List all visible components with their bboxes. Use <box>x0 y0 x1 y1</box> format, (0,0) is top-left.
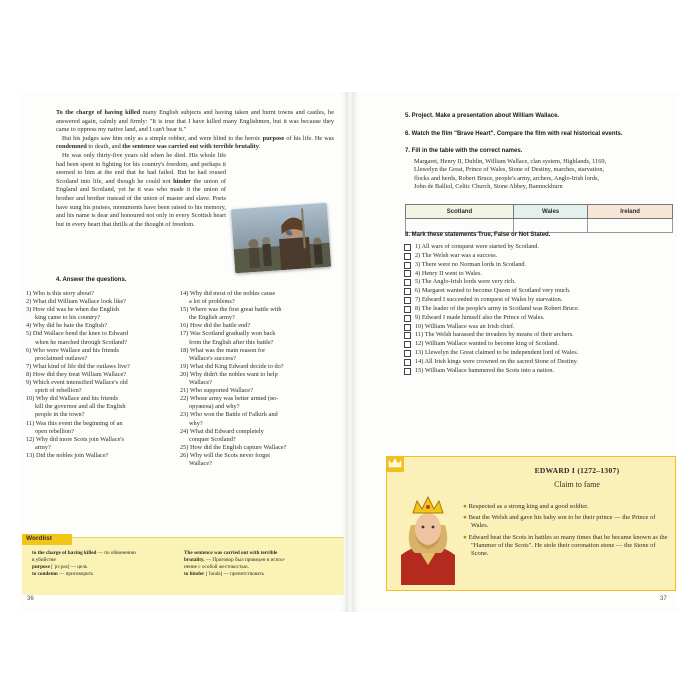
true-false-statements <box>404 243 579 376</box>
question-line: a lot of problems? <box>189 298 235 306</box>
statement-row <box>404 270 579 279</box>
edward-title: EDWARD I (1272–1307) <box>534 466 620 475</box>
question-line: spirit of rebellion? <box>35 387 82 395</box>
edward-bullets <box>463 503 673 561</box>
statement-text: 2) The Welsh war was a success. <box>415 251 498 259</box>
statement-checkbox[interactable] <box>404 359 411 366</box>
question-line: army? <box>35 443 51 451</box>
question-line: 5) Did Wallace bend the knee to Edward <box>26 330 129 338</box>
question-line: 6) Who were Wallace and his friends <box>26 346 119 354</box>
question-line: 23) Who won the Battle of Falkirk and <box>180 411 278 419</box>
exercise-4-title: 4. Answer the questions. <box>56 277 127 283</box>
wordlist-column-2 <box>184 550 285 578</box>
question-line: 11) Was this event the beginning of an <box>26 419 123 427</box>
statement-checkbox[interactable] <box>404 315 411 322</box>
statement-row <box>404 340 579 349</box>
edward-bullet: ● Beat the Welsh and gave his baby son to be their prince — the Prince of Wales. <box>463 514 656 530</box>
wordlist-column-1 <box>32 550 136 578</box>
statement-row <box>404 287 579 296</box>
statement-checkbox[interactable] <box>404 279 411 286</box>
statement-text: 11) The Welsh harassed the invaders by means of their archers. <box>415 331 574 339</box>
story-paragraph-2: But his judges saw him only as a simple robber, and were blind to the heroic purpose of his life. He was condemned to death, and the sentence was carried out with terrible brutality. <box>56 134 334 151</box>
question-line: 3) How old was he when the English <box>26 306 119 314</box>
statement-text: 12) William Wallace wanted to become king of Scotland. <box>415 340 559 348</box>
edward-info-box <box>386 456 676 591</box>
question-line: 13) Did the nobles join Wallace? <box>26 451 109 459</box>
wordlist-box <box>22 537 344 595</box>
statement-text: 3) There were no Norman lords in Scotland. <box>415 260 527 268</box>
statement-row <box>404 243 579 252</box>
statement-text: 9) Edward I made himself also the Prince of Wales. <box>415 313 545 321</box>
wordlist-entry: в убийстве <box>32 557 56 563</box>
exercise-7-word-list: Margaret, Henry II, Dublin, William Wallace, clan system, Highlands, 1169, Llewelyn the Great, Prince of Wales, Stone of Destiny, marches, starvation, flocks and herds, Robert Bruce, people's army, archers, Anglo-Irish lords, John de Balliol, Celtic Church, Stone Abbey, Bannockburn <box>414 158 607 190</box>
wordlist-entry: to the charge of having killed — по обвинению <box>32 550 136 556</box>
question-line: 19) What did King Edward decide to do? <box>180 362 284 370</box>
table-cell-scotland[interactable] <box>406 219 514 233</box>
question-line: 25) How did the English capture Wallace? <box>180 443 287 451</box>
edward-portrait-image <box>393 485 463 585</box>
edward-bullet: ● Respected as a strong king and a good soldier. <box>463 503 589 510</box>
book-spine <box>346 92 354 612</box>
statement-checkbox[interactable] <box>404 297 411 304</box>
question-line: the English army? <box>189 314 235 322</box>
braveheart-film-still-image <box>231 203 331 274</box>
bullet-icon: ● <box>463 533 469 541</box>
question-line: proclaimed outlaws? <box>35 354 88 362</box>
wordlist-entry: The sentence was carried out with terrible <box>184 550 278 556</box>
question-line: 1) Who is this story about? <box>26 290 94 297</box>
statement-text: 13) Llewelyn the Great claimed to be independent lord of Wales. <box>415 349 579 357</box>
statement-checkbox[interactable] <box>404 270 411 277</box>
question-line: 2) What did William Wallace look like? <box>26 298 126 306</box>
question-line: Wallace? <box>189 379 212 387</box>
page-number-right: 37 <box>660 596 667 602</box>
wordlist-entry: to hinder [ˈhɪndə] — препятствовать <box>184 571 265 577</box>
statement-row <box>404 261 579 270</box>
question-line: kill the governor and all the English <box>35 403 126 411</box>
question-line: 14) Why did most of the nobles cause <box>180 290 276 297</box>
wordlist-entry: to condemn — приговорить <box>32 571 94 577</box>
statement-checkbox[interactable] <box>404 244 411 251</box>
fill-in-table <box>405 204 673 233</box>
question-line: 22) Whose army was better armed (во- <box>180 395 279 403</box>
question-line: 15) Where was the first great battle with <box>180 306 282 314</box>
statement-checkbox[interactable] <box>404 341 411 348</box>
statement-checkbox[interactable] <box>404 368 411 375</box>
statement-row <box>404 252 579 261</box>
table-header-ireland: Ireland <box>588 205 673 219</box>
question-line: 10) Why did Wallace and his friends <box>26 395 118 403</box>
table-header-scotland: Scotland <box>406 205 514 219</box>
question-line: 12) Why did more Scots join Wallace's <box>26 435 124 443</box>
question-line: 18) What was the main reason for <box>180 346 266 354</box>
question-line: king came to his country? <box>35 314 101 322</box>
question-line: 21) Who supported Wallace? <box>180 387 253 395</box>
question-line: 20) Why didn't the nobles want to help <box>180 370 278 378</box>
page-number-left: 36 <box>27 596 34 602</box>
exercise-6-title: 6. Watch the film "Brave Heart". Compare the film with real historical events. <box>405 131 623 137</box>
wordlist-entry: purpose [ˈpɜːpəs] — цель <box>32 564 88 570</box>
crown-icon <box>386 456 404 472</box>
question-line: 7) What kind of life did the outlaws live? <box>26 362 130 370</box>
edward-bullet: ● Edward beat the Scots in battles so many times that he became known as the "Hammer of the Scots". He stole their coronation stone — the Stone of Scone. <box>463 533 668 558</box>
statement-row <box>404 314 579 323</box>
question-line: 17) Was Scotland gradually won back <box>180 330 276 338</box>
statement-checkbox[interactable] <box>404 324 411 331</box>
question-line: from the English after this battle? <box>189 338 274 346</box>
statement-text: 8) The leader of the people's army in Scotland was Robert Bruce. <box>415 304 580 312</box>
wordlist-tab: Wordlist <box>22 534 72 545</box>
table-cell-wales[interactable] <box>513 219 587 233</box>
exercise-7-title: 7. Fill in the table with the correct names. <box>405 148 523 154</box>
question-line: open rebellion? <box>35 427 74 435</box>
statement-checkbox[interactable] <box>404 332 411 339</box>
wordlist-entry: brutality. — Приговор был приведен в испол- <box>184 557 286 563</box>
statement-row <box>404 305 579 314</box>
question-line: people in the town? <box>35 411 85 419</box>
edward-subtitle: Claim to fame <box>554 480 600 489</box>
statement-checkbox[interactable] <box>404 288 411 295</box>
question-line: 8) How did they treat William Wallace? <box>26 370 127 378</box>
statement-text: 7) Edward I succeeded in conquest of Wales by starvation. <box>415 296 563 304</box>
table-cell-ireland[interactable] <box>588 219 673 233</box>
statement-text: 10) William Wallace was an Irish chief. <box>415 322 515 330</box>
question-line: 26) Why will the Scots never forget <box>180 451 271 459</box>
statement-row <box>404 331 579 340</box>
wordlist-entry: нение с особой жестокостью. <box>184 564 249 570</box>
story-paragraph-3: He was only thirty-five years old when he died. His whole life had been spent in fighting for his country's freedom, and perhaps it seemed to him at the end that he had failed. But he had roused Scotland into life, and though he could not hinder the union of England and Scotland, yet he it was who made it the union of brother and brother instead of the union of master and slave. Poets have sung his praises, monuments have been raised to his memory, and his name is dear and honoured not only in every Scottish heart but in every heart that thrills at the thought of freedom. <box>56 151 226 228</box>
questions-column-2 <box>180 290 286 468</box>
story-paragraph-1: To the charge of having killed many English subjects and having taken and burnt towns and castles, he answered again, calmly and firmly: "It is true that I have killed many Englishmen, but it was because they came to oppress my native land, and I can't bear it." <box>56 109 334 134</box>
question-line: 16) How did the battle end? <box>180 322 251 330</box>
statement-checkbox[interactable] <box>404 262 411 269</box>
question-line: Wallace? <box>189 459 212 467</box>
statement-checkbox[interactable] <box>404 253 411 260</box>
bullet-icon: ● <box>463 514 469 522</box>
question-line: conquer Scotland? <box>189 435 236 443</box>
question-line: why? <box>189 419 203 427</box>
statement-row <box>404 323 579 332</box>
questions-column-1 <box>26 290 130 460</box>
question-line: Wallace's success? <box>189 354 236 362</box>
exercise-8-title: 8. Mark these statements True, False or Not Stated. <box>405 232 551 238</box>
statement-text: 14) All Irish kings were crowned on the sacred Stone of Destiny. <box>415 357 578 365</box>
statement-row <box>404 358 579 367</box>
table-header-wales: Wales <box>513 205 587 219</box>
question-line: 4) Why did he hate the English? <box>26 322 108 330</box>
statement-text: 6) Margaret wanted to become Queen of Scotland very much. <box>415 287 571 295</box>
statement-checkbox[interactable] <box>404 306 411 313</box>
exercise-5-title: 5. Project. Make a presentation about William Wallace. <box>405 113 560 119</box>
statement-text: 1) All wars of conquest were started by Scotland. <box>415 243 539 250</box>
statement-row <box>404 367 579 376</box>
statement-row <box>404 278 579 287</box>
statement-text: 4) Henry II went to Wales. <box>415 269 482 277</box>
question-line: 9) Which event intensified Wallace's old <box>26 379 128 387</box>
bullet-icon: ● <box>463 503 469 510</box>
question-line: 24) What did Edward completely <box>180 427 264 435</box>
statement-text: 5) The Anglo-Irish lords were very rich. <box>415 278 516 286</box>
statement-row <box>404 349 579 358</box>
question-line: when he marched through Scotland? <box>35 338 127 346</box>
statement-row <box>404 296 579 305</box>
question-line: оружена) and why? <box>189 403 240 411</box>
statement-checkbox[interactable] <box>404 350 411 357</box>
statement-text: 15) William Wallace hammered the Scots into a nation. <box>415 366 555 374</box>
